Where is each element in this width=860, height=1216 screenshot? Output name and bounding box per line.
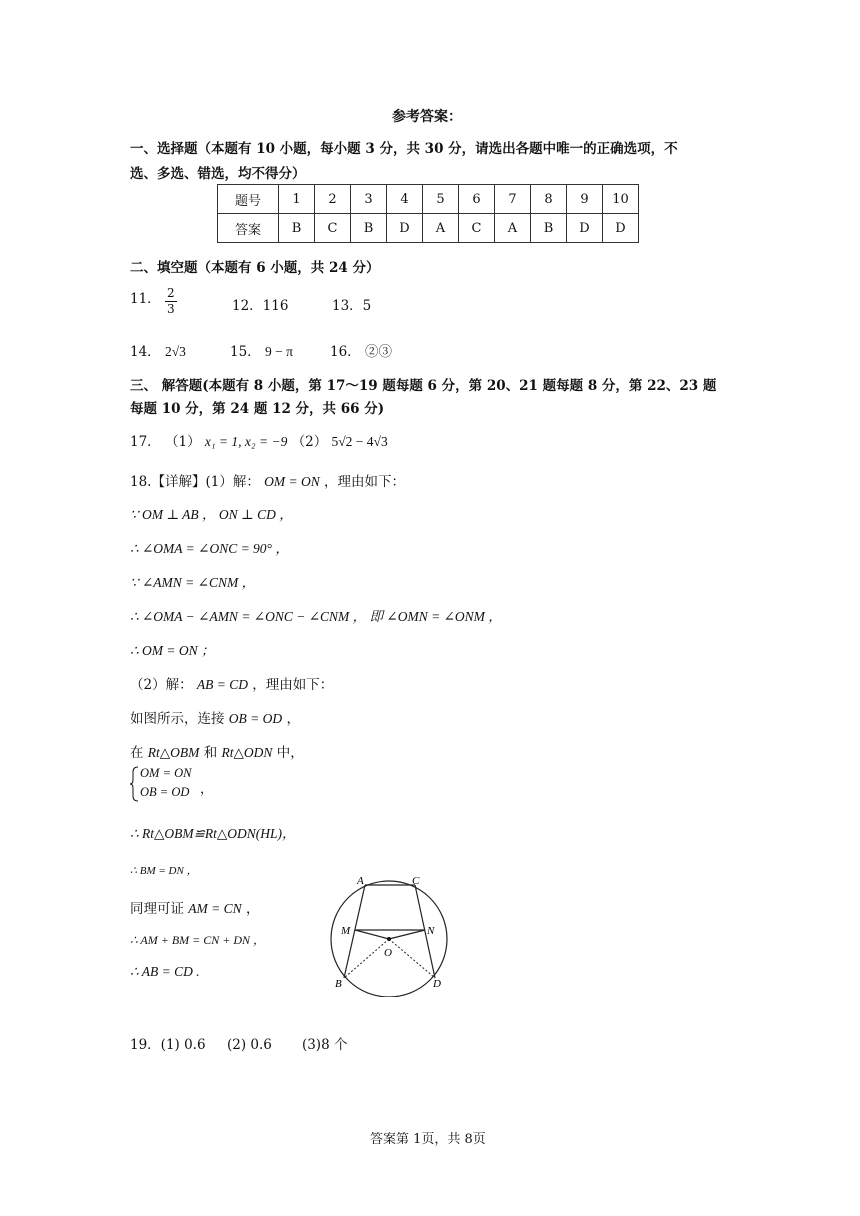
answer-table: [217, 184, 639, 243]
q18-connect-end: ，: [286, 711, 300, 727]
q16-value: ②③: [364, 344, 392, 360]
table-cell: D: [603, 214, 639, 243]
q14-value: 2√3: [164, 344, 186, 359]
section3-heading-line2: 每题 10 分，第 24 题 12 分，共 66 分): [130, 401, 385, 417]
q18-connect-math: OB = OD: [228, 711, 283, 726]
q11-label: 11．: [130, 291, 161, 307]
q11-denominator: 3: [166, 302, 175, 316]
label-m: M: [341, 925, 351, 937]
q18-similarly: 同理可证: [130, 901, 184, 917]
q18-and: 和: [203, 745, 222, 761]
q14-answer: [130, 340, 186, 360]
q18-intro: 18.【详解】(1）解：: [130, 474, 260, 490]
table-cell: D: [387, 214, 423, 243]
q19-answer: 19．(1) 0.6 (2) 0.6 (3)8 个: [130, 1037, 348, 1053]
q18-line-12: [130, 897, 259, 917]
circle-figure: [325, 872, 475, 997]
q17-part2-value: 5√2 − 4√3: [331, 434, 388, 449]
center-point: [387, 937, 391, 941]
label-d: D: [433, 978, 441, 990]
q18-line-3: ∴ ∠OMA = ∠ONC = 90° ，: [130, 541, 289, 556]
table-cell: A: [495, 214, 531, 243]
q17-label: 17．: [130, 434, 161, 450]
section1-heading-line2: 选、多选、错选，均不得分）: [130, 166, 306, 182]
q18-line-9: [130, 741, 304, 761]
table-cell: C: [459, 214, 495, 243]
page-title: 参考答案：: [392, 109, 462, 125]
page-footer: 答案第 1页，共 8页: [370, 1132, 486, 1147]
table-row-numbers: [218, 185, 639, 214]
table-row-answers: [218, 214, 639, 243]
table-row-label: 题号: [218, 185, 279, 214]
q18-in-text: 在: [130, 745, 144, 761]
table-cell: 3: [351, 185, 387, 214]
q18-line-1: [130, 470, 405, 490]
q15-answer: [230, 340, 293, 360]
q18-reason: ，理由如下：: [324, 474, 406, 490]
q18-line-14: ∴ AB = CD .: [130, 964, 200, 979]
table-cell: 10: [603, 185, 639, 214]
q18-part2-label: （2）解：: [130, 677, 193, 693]
q18-similarly-end: ，: [245, 901, 260, 917]
system-eq2: OB = OD: [140, 785, 190, 799]
q18-line-13: ∴ AM + BM = CN + DN ，: [130, 933, 266, 947]
q18-line-11: ∴ BM = DN ，: [130, 865, 198, 877]
label-c: C: [412, 875, 420, 887]
table-cell: C: [315, 214, 351, 243]
table-cell: 2: [315, 185, 351, 214]
q18-connect-text: 如图所示，连接: [130, 711, 225, 727]
segment-on: [389, 930, 425, 939]
label-b: B: [335, 978, 342, 990]
q16-answer: [330, 340, 392, 360]
label-a: A: [357, 875, 364, 887]
q17-part1-value: x₁ = 1, x₂ = −9: [204, 434, 288, 449]
table-cell: 1: [279, 185, 315, 214]
q18-line-5: ∴ ∠OMA − ∠AMN = ∠ONC − ∠CNM ， 即 ∠OMN = ∠ONM ，: [130, 609, 502, 624]
q12-answer: 12．116: [232, 298, 289, 314]
table-cell: 7: [495, 185, 531, 214]
q18-line-2: ∵ OM ⊥ AB ， ON ⊥ CD ，: [130, 507, 293, 522]
segment-om: [355, 930, 389, 939]
q14-label: 14．: [130, 344, 161, 360]
q18-line-7: [130, 673, 333, 693]
q18-line-8: [130, 707, 300, 727]
q18-tri2: Rt△ODN: [221, 745, 273, 760]
q18-claim: OM = ON: [264, 474, 320, 489]
q13-answer: 13．5: [332, 298, 372, 314]
table-cell: 8: [531, 185, 567, 214]
table-row-label: 答案: [218, 214, 279, 243]
section2-heading: 二、填空题（本题有 6 小题，共 24 分）: [130, 260, 380, 276]
table-cell: 6: [459, 185, 495, 214]
table-cell: B: [351, 214, 387, 243]
q16-label: 16．: [330, 344, 361, 360]
q18-line-4: ∵ ∠AMN = ∠CNM ，: [130, 575, 256, 590]
q18-part2-claim: AB = CD: [196, 677, 248, 692]
q17-part1-label: （1）: [164, 434, 201, 450]
q15-label: 15．: [230, 344, 261, 360]
q18-line-6: ∴ OM = ON ；: [130, 643, 215, 658]
table-cell: D: [567, 214, 603, 243]
q18-line-10: ∴ Rt△OBM≌Rt△ODN(HL)，: [130, 826, 296, 841]
q15-value: 9 − π: [264, 344, 293, 359]
system-end: ，: [200, 782, 214, 797]
q17-answer: [130, 430, 388, 450]
system-eq1: OM = ON: [140, 766, 192, 780]
brace-icon: [130, 766, 140, 802]
q11-answer: [130, 286, 177, 317]
table-cell: B: [279, 214, 315, 243]
segment-ob: [344, 939, 389, 978]
q18-tri1: Rt△OBM: [147, 745, 200, 760]
label-o: O: [384, 947, 392, 959]
table-cell: A: [423, 214, 459, 243]
section1-heading-line1: 一、选择题（本题有 10 小题，每小题 3 分，共 30 分，请选出各题中唯一的正确选项，不: [130, 141, 678, 157]
table-cell: 4: [387, 185, 423, 214]
section3-heading-line1: 三、 解答题(本题有 8 小题，第 17～19 题每题 6 分，第 20、21 题每题 8 分，第 22、23 题: [130, 378, 717, 394]
q11-numerator: 2: [166, 286, 175, 300]
table-cell: B: [531, 214, 567, 243]
q18-similarly-math: AM = CN: [188, 901, 242, 916]
table-cell: 9: [567, 185, 603, 214]
q11-fraction: [165, 286, 177, 317]
q18-in-end: 中，: [276, 745, 304, 761]
q18-part2-reason: ，理由如下：: [252, 677, 334, 693]
q17-part2-label: （2）: [291, 434, 328, 450]
table-cell: 5: [423, 185, 459, 214]
label-n: N: [427, 925, 435, 937]
